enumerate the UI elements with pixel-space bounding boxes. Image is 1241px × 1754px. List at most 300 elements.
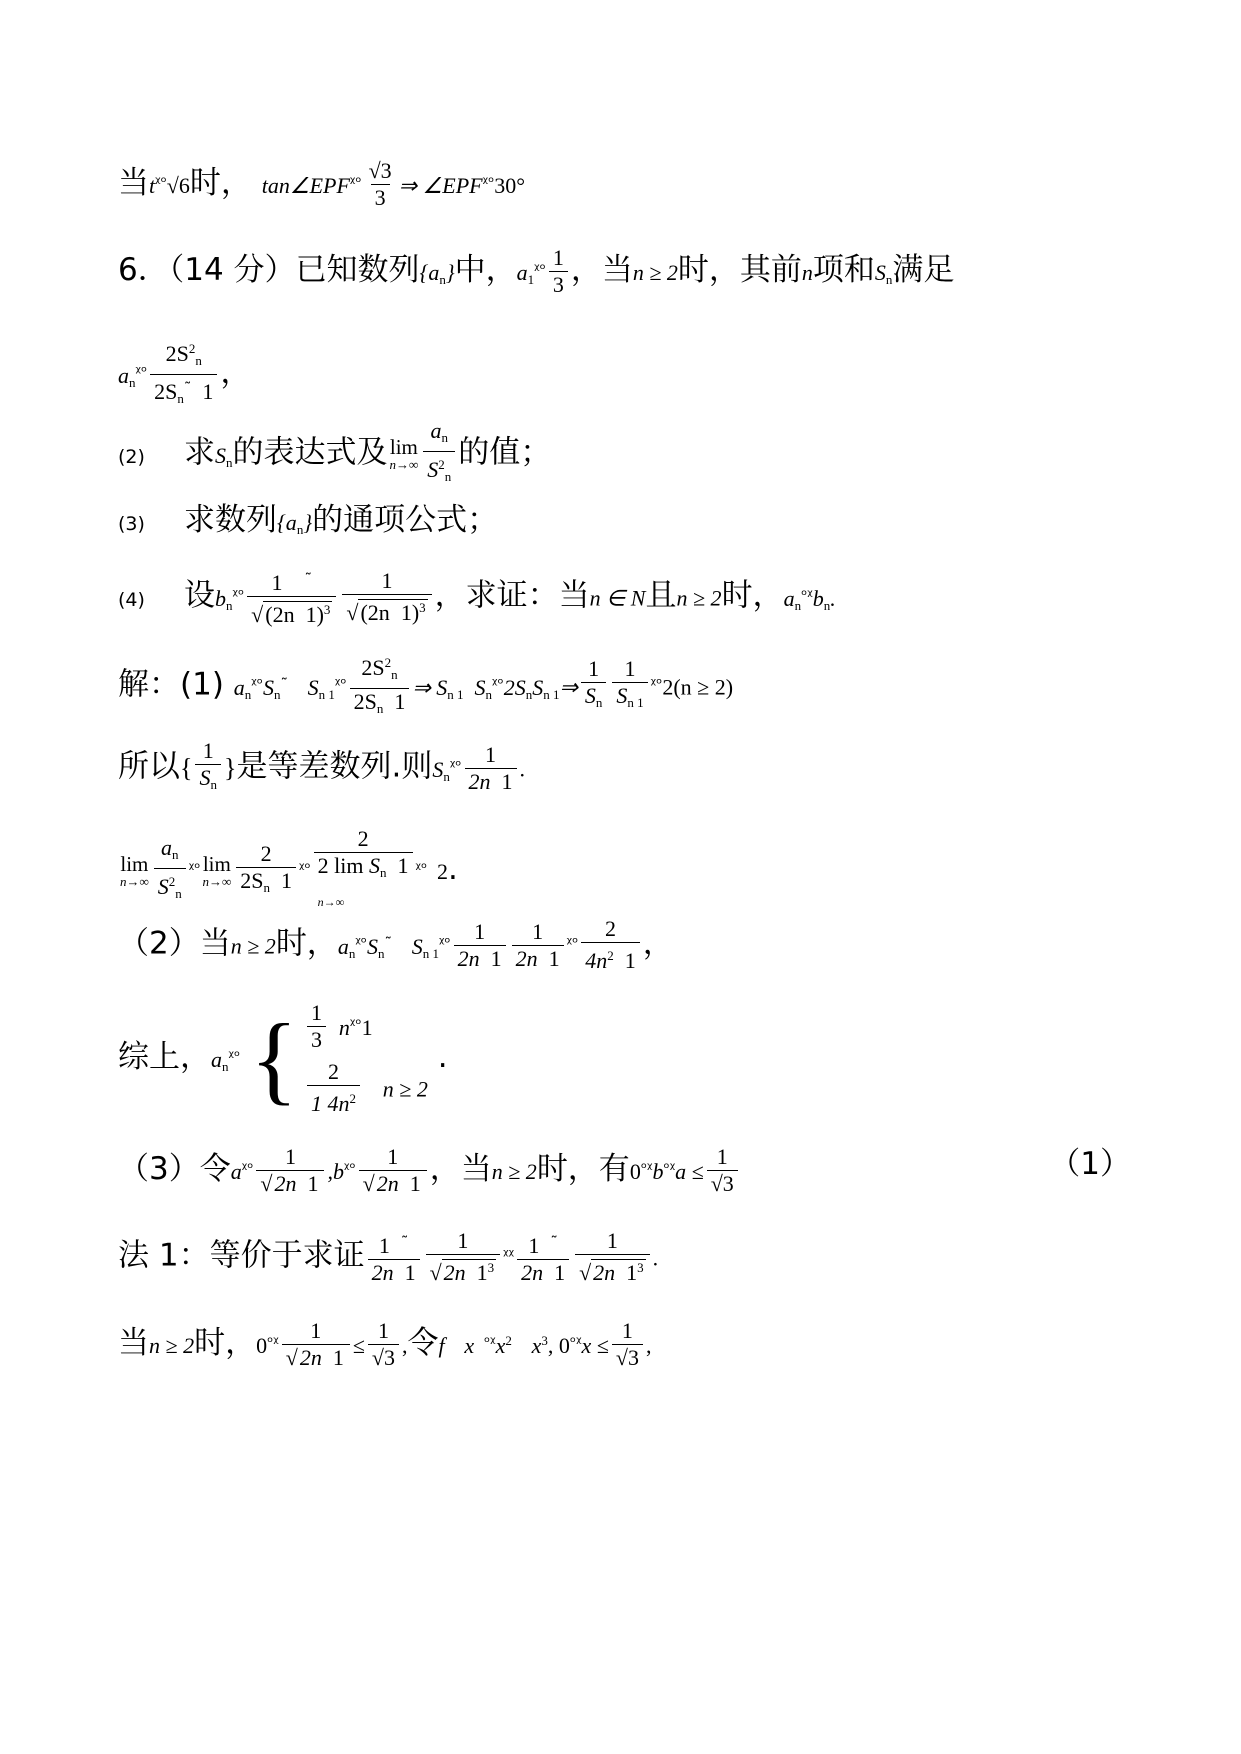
limit: [120, 853, 149, 889]
math-end: .: [448, 851, 458, 887]
math-part: S: [474, 674, 486, 700]
math-part: 1: [332, 1345, 344, 1370]
numerator: [375, 1229, 413, 1259]
numerator: 2: [328, 1059, 340, 1084]
text: 时，: [189, 165, 252, 201]
math-Sn1: [308, 675, 335, 700]
subscript: n: [226, 597, 233, 613]
subscript: n: [595, 695, 603, 710]
subscript: n 1: [422, 945, 439, 961]
math-part: 2n: [371, 1259, 394, 1285]
math-part: 1: [476, 1260, 488, 1285]
denominator: √(2n 1)$^3$: [247, 596, 336, 628]
math-part: .: [830, 585, 836, 611]
text: 是等差数列.则: [236, 748, 433, 785]
math-part: S: [874, 260, 886, 285]
numerator: √3: [368, 158, 392, 183]
math-ngeq2: n ≥ 2: [230, 933, 276, 959]
math-part: a: [430, 418, 442, 443]
math-part: 2: [317, 853, 329, 878]
numerator: 1: [377, 1318, 389, 1343]
math-x2: [496, 1333, 512, 1358]
radicand: [591, 1259, 646, 1285]
math-f: f: [438, 1333, 445, 1358]
math-seq: [277, 510, 312, 535]
case-row: [304, 1000, 428, 1053]
math-part: 2n: [521, 1259, 544, 1285]
glyph-icon: ᵒᵡ: [663, 1159, 676, 1177]
math-a-leq: a ≤: [675, 1159, 704, 1184]
math-an: [118, 363, 136, 388]
subscript: n: [794, 597, 802, 613]
fraction: [707, 1144, 738, 1197]
math-part: 1: [280, 867, 292, 893]
denominator: 3: [307, 1026, 326, 1053]
brace-close: }: [223, 753, 237, 783]
math-ngeq2: n ≥ 2: [149, 1333, 195, 1358]
denominator: √3: [612, 1344, 643, 1371]
math-part: 1: [548, 945, 560, 971]
denominator: √2n $1^3$: [426, 1254, 501, 1286]
fraction: [465, 742, 517, 795]
math-part: a: [337, 933, 349, 959]
numerator: 1: [311, 1000, 323, 1025]
item-label: (3): [118, 513, 145, 535]
subscript: n 1: [447, 686, 464, 702]
radicand: [272, 1170, 320, 1196]
math-implies: [412, 675, 492, 700]
numerator: 2: [357, 826, 369, 851]
subscript: n: [273, 686, 281, 702]
math-part: }: [303, 510, 313, 535]
glyph-icon: ᵡᵡ: [503, 1245, 515, 1264]
math-nN: n ∈ N: [589, 585, 646, 611]
text: 项和: [812, 252, 875, 288]
denominator: [350, 688, 410, 722]
math-tail: 2: [437, 859, 449, 884]
math-ngeq2: n ≥ 2: [676, 585, 722, 611]
text: ，当: [429, 1151, 492, 1187]
glyph-icon: ᵡᵒ: [343, 1159, 356, 1177]
subscript: n 1: [627, 695, 644, 710]
math-part: 2n: [457, 945, 480, 971]
numerator: 1: [284, 1144, 296, 1169]
math-part: 1: [501, 768, 513, 794]
math-part: 2S: [154, 379, 178, 404]
math-end: ,: [645, 1333, 652, 1358]
math-part: (2n: [265, 602, 295, 627]
superscript: 2: [505, 1333, 512, 1348]
text: 时，: [721, 577, 784, 614]
fraction: [154, 835, 186, 907]
math-part: 1: [271, 570, 283, 595]
glyph-icon: ᵡᵒ: [415, 859, 428, 877]
math-part: S: [262, 674, 274, 700]
glyph-icon: ᵡᵒ: [135, 362, 148, 381]
denominator: √2n 1: [359, 1170, 427, 1197]
solution-heading: 解：(1): [118, 666, 224, 703]
glyph-icon: ᵡᵒ: [349, 173, 362, 191]
denominator: [195, 764, 221, 798]
math-b: b: [652, 1159, 664, 1184]
fraction: [581, 656, 607, 716]
brace-open: {: [180, 753, 193, 783]
math-part: 2n: [299, 1345, 322, 1370]
fraction: [426, 1228, 501, 1286]
math-a: a: [230, 1159, 242, 1184]
numerator: 1: [310, 1318, 322, 1343]
numerator: 1: [624, 656, 636, 681]
case-row: [304, 1059, 428, 1117]
math-end: .: [652, 1245, 659, 1271]
text: ，: [642, 925, 674, 962]
glyph-icon: ᵡᵒ: [298, 859, 311, 877]
numerator: 1: [457, 1228, 469, 1253]
line-3: [118, 336, 1131, 412]
text: 时，: [275, 925, 338, 962]
text: 设: [184, 577, 215, 614]
text: 求: [184, 434, 215, 471]
math-30deg: 30°: [494, 173, 526, 198]
math-cond: n: [338, 1015, 350, 1040]
subscript: n: [525, 686, 533, 702]
denominator: √2n $1^3$: [575, 1254, 650, 1286]
superscript: 2: [168, 873, 176, 889]
radicand: [375, 1170, 423, 1196]
numerator: [268, 566, 317, 596]
text: （3）令: [118, 1151, 231, 1187]
radicand: [298, 1344, 346, 1370]
glyph-icon: ˜: [384, 933, 392, 952]
math-part: x: [495, 1333, 506, 1358]
math-part: 2n: [274, 1171, 297, 1196]
text: 满足: [892, 252, 955, 288]
math-part: a: [161, 834, 173, 860]
subscript: n 1: [543, 686, 560, 702]
math-part: S: [215, 442, 226, 468]
numerator: 1: [202, 738, 214, 763]
glyph-icon: ᵡᵒ: [438, 933, 451, 952]
problem-heading: 6．（14 分）已知数列: [118, 252, 420, 288]
denominator: √3: [707, 1170, 738, 1197]
fraction: [423, 418, 455, 490]
denominator: [465, 768, 517, 795]
math-an: [234, 675, 252, 700]
math-part: S: [616, 683, 628, 708]
item-label: (4): [118, 588, 145, 611]
math-n: n: [801, 260, 813, 285]
glyph-icon: ᵒᵡ: [640, 1159, 653, 1177]
fraction: [314, 826, 413, 915]
math-part: 1: [394, 689, 406, 714]
numerator: 1: [387, 1144, 399, 1169]
lim-sub: n→∞: [120, 873, 149, 889]
math-part: a: [211, 1047, 222, 1072]
math-part: {a: [419, 260, 440, 285]
denominator: 3: [549, 271, 568, 298]
subscript: n: [439, 272, 446, 287]
math-part: x: [531, 1333, 542, 1358]
line-1: [118, 158, 1131, 211]
math-part: 1: [554, 1259, 566, 1285]
glyph-icon: ˜: [304, 570, 313, 588]
fraction: [517, 1229, 569, 1286]
fraction: [359, 1144, 427, 1197]
subscript: n: [129, 374, 136, 390]
math-b: ,b: [327, 1159, 344, 1184]
subscript: n: [172, 846, 179, 862]
math-0: 0: [629, 1159, 641, 1184]
numerator: 2: [260, 840, 272, 866]
math-part: 1: [361, 1015, 373, 1040]
math-part: 4n: [585, 948, 608, 973]
superscript: 2: [438, 457, 445, 472]
line-9: [118, 826, 1131, 915]
numerator: 1: [588, 656, 600, 681]
equation-number: （1）: [1049, 1146, 1131, 1182]
math-x-leq: x ≤: [581, 1333, 609, 1358]
math-part: a: [118, 362, 129, 388]
superscript: 3: [637, 1260, 644, 1275]
numerator: 2: [605, 916, 617, 941]
numerator: 1: [621, 1318, 633, 1343]
numerator: [157, 835, 183, 868]
subscript: n 1: [318, 686, 335, 702]
glyph-icon: ᵡᵒ: [251, 674, 263, 693]
math-tail: , 0: [547, 1333, 570, 1358]
math-part: lim: [334, 853, 364, 878]
glyph-icon: ᵡᵒ: [228, 1047, 241, 1065]
glyph-icon: ᵡᵒ: [155, 173, 167, 191]
math-Sn: [215, 443, 233, 468]
subscript: n: [263, 879, 270, 895]
fraction: [512, 919, 564, 972]
math-part: 2S: [503, 674, 526, 700]
glyph-icon: ᵡᵒ: [232, 585, 245, 604]
math-Sn: [432, 757, 450, 782]
math-part: 1): [305, 602, 324, 627]
math-cond: n ≥ 2: [382, 1076, 428, 1102]
superscript: 3: [419, 600, 426, 615]
radicand: [263, 601, 332, 627]
lim-text: lim: [120, 851, 149, 876]
superscript: 3: [323, 602, 331, 617]
denominator: [154, 868, 186, 907]
glyph-icon: ᵒᵡ: [267, 1333, 279, 1351]
text: 的通项公式；: [312, 502, 499, 538]
lim-sub: n→∞: [389, 457, 419, 472]
text: 时，有: [536, 1151, 630, 1187]
glyph-icon: ᵡᵒ: [241, 1159, 254, 1177]
math-part: S: [432, 756, 444, 782]
glyph-icon: ᵡᵒ: [188, 859, 201, 877]
denominator: [236, 867, 296, 901]
math-part: S: [307, 674, 319, 700]
subscript: n: [195, 353, 202, 368]
text: 中，: [454, 252, 517, 288]
math-x: x: [464, 1333, 475, 1358]
text: 且: [645, 577, 677, 614]
line-2: [118, 245, 1131, 300]
radicand: [442, 1259, 497, 1285]
subscript: n: [348, 945, 356, 961]
fraction: [612, 1318, 643, 1371]
denominator: 3: [371, 184, 390, 211]
brace-icon: {: [250, 1002, 299, 1114]
line-5: [118, 500, 1131, 550]
denominator: [307, 1085, 360, 1117]
denominator: √(2n 1)$^3$: [342, 594, 431, 626]
math-a1: [517, 260, 535, 285]
subscript: n: [177, 391, 184, 406]
glyph-icon: ᵡᵒ: [492, 674, 504, 693]
subscript: 1: [527, 272, 535, 287]
superscript: 2: [349, 1091, 357, 1106]
math-part: 1: [490, 945, 502, 971]
math-part: 1: [626, 1260, 638, 1285]
glyph-icon: ᵡᵒ: [349, 1015, 362, 1033]
text: 综上，: [118, 1039, 211, 1075]
superscript: 2: [384, 655, 392, 670]
case-rows: [304, 1000, 428, 1117]
math-bn: [215, 586, 233, 611]
math-part: 2n: [468, 768, 491, 794]
glyph-icon: ˜: [400, 1232, 409, 1251]
math-sqrt6: √6: [166, 173, 190, 198]
limit: [202, 853, 231, 889]
line-6: [118, 566, 1131, 628]
math-part: S: [157, 873, 169, 899]
math-an: [338, 934, 356, 959]
math-x3: [532, 1333, 548, 1358]
math-an: [211, 1047, 229, 1072]
subscript: n: [444, 469, 452, 484]
numerator: [357, 650, 401, 688]
math-part: a: [516, 260, 528, 285]
denominator: √2n 1: [282, 1344, 350, 1371]
math-part: S: [366, 933, 378, 959]
math-Sn: [367, 934, 392, 959]
math-end: .: [519, 756, 525, 782]
math-part: S: [584, 683, 596, 708]
glyph-icon: ᵡᵒ: [355, 933, 367, 952]
denominator: [512, 945, 564, 972]
math-part: 1: [202, 379, 214, 404]
line-11: [118, 1000, 1131, 1116]
glyph-icon: ᵡᵒ: [449, 756, 462, 775]
glyph-icon: ᵡᵒ: [566, 933, 579, 952]
numerator: 1: [606, 1228, 618, 1253]
lim-sub: n→∞: [202, 873, 232, 889]
denominator: [581, 682, 607, 716]
math-Sn: [875, 260, 893, 285]
numerator: 1: [716, 1144, 728, 1169]
math-tail: 2(n ≥ 2): [662, 674, 734, 700]
subscript: n: [443, 768, 450, 784]
math-leq: ≤: [352, 1333, 365, 1358]
math-part: 1: [624, 948, 636, 973]
text: 的表达式及: [232, 434, 388, 471]
glyph-icon: ˜: [280, 674, 288, 693]
fraction: [195, 738, 221, 798]
math-part: a: [783, 585, 795, 611]
cases: [250, 1000, 428, 1117]
fraction: [350, 650, 410, 722]
subscript: n: [377, 945, 385, 961]
fraction: [150, 336, 217, 412]
math-part: 1: [378, 1232, 390, 1258]
text: ，求证：当: [434, 577, 590, 614]
math-part: 1: [409, 1171, 421, 1196]
line-4: [118, 418, 1131, 490]
math-ngeq2: n ≥ 2: [632, 260, 678, 285]
subscript: n: [441, 430, 449, 445]
radicand: [358, 599, 427, 625]
text: .: [437, 1039, 448, 1075]
fraction: [236, 841, 296, 901]
subscript: n: [210, 777, 217, 792]
item-label: (2): [118, 445, 145, 468]
text: （2）当: [118, 925, 231, 962]
denominator: [454, 945, 506, 972]
denominator: √2n 1: [256, 1170, 324, 1197]
numerator: [427, 418, 453, 451]
fraction: [342, 568, 431, 626]
fraction: [581, 916, 640, 974]
math-part: S: [411, 933, 423, 959]
math-part: {a: [277, 510, 297, 535]
fraction: [549, 245, 568, 298]
lim-text: lim: [389, 435, 418, 459]
glyph-icon: ᵒᵡ: [483, 1333, 496, 1351]
fraction: [454, 919, 506, 972]
text: 法 1：等价于求证: [118, 1237, 365, 1274]
fraction: [307, 1059, 360, 1117]
fraction: [368, 1229, 420, 1286]
subscript: n: [485, 686, 493, 702]
text: 的值；: [458, 434, 552, 471]
denominator: √3: [368, 1344, 399, 1371]
math-part: 1: [307, 1171, 319, 1196]
glyph-icon: ˜: [183, 379, 192, 397]
line-13: [118, 1228, 1131, 1286]
math-part: 2S: [361, 655, 385, 680]
math-part: 2S: [165, 341, 189, 366]
text: 当: [118, 165, 149, 201]
math-part: ⇒ S: [412, 674, 448, 700]
math-part: 2S: [240, 867, 264, 893]
math-part: S: [427, 457, 439, 482]
math-t: t: [149, 173, 156, 198]
text: 时，: [194, 1325, 257, 1361]
subscript: n: [380, 865, 387, 880]
subscript: n: [175, 885, 182, 901]
line-7: [118, 650, 1131, 722]
fraction: [612, 656, 647, 716]
numerator: [162, 336, 206, 374]
math-part: 2n: [593, 1260, 616, 1285]
subscript: n: [296, 522, 304, 537]
fraction: [575, 1228, 650, 1286]
denominator: [368, 1259, 420, 1286]
fraction: [307, 1000, 326, 1053]
subscript: n: [244, 686, 252, 702]
line-8: [118, 738, 1131, 798]
glyph-icon: ᵒᵡ: [569, 1333, 582, 1351]
fraction: [247, 566, 336, 628]
math-seq: [420, 260, 455, 285]
math-part: (2n: [360, 600, 390, 625]
